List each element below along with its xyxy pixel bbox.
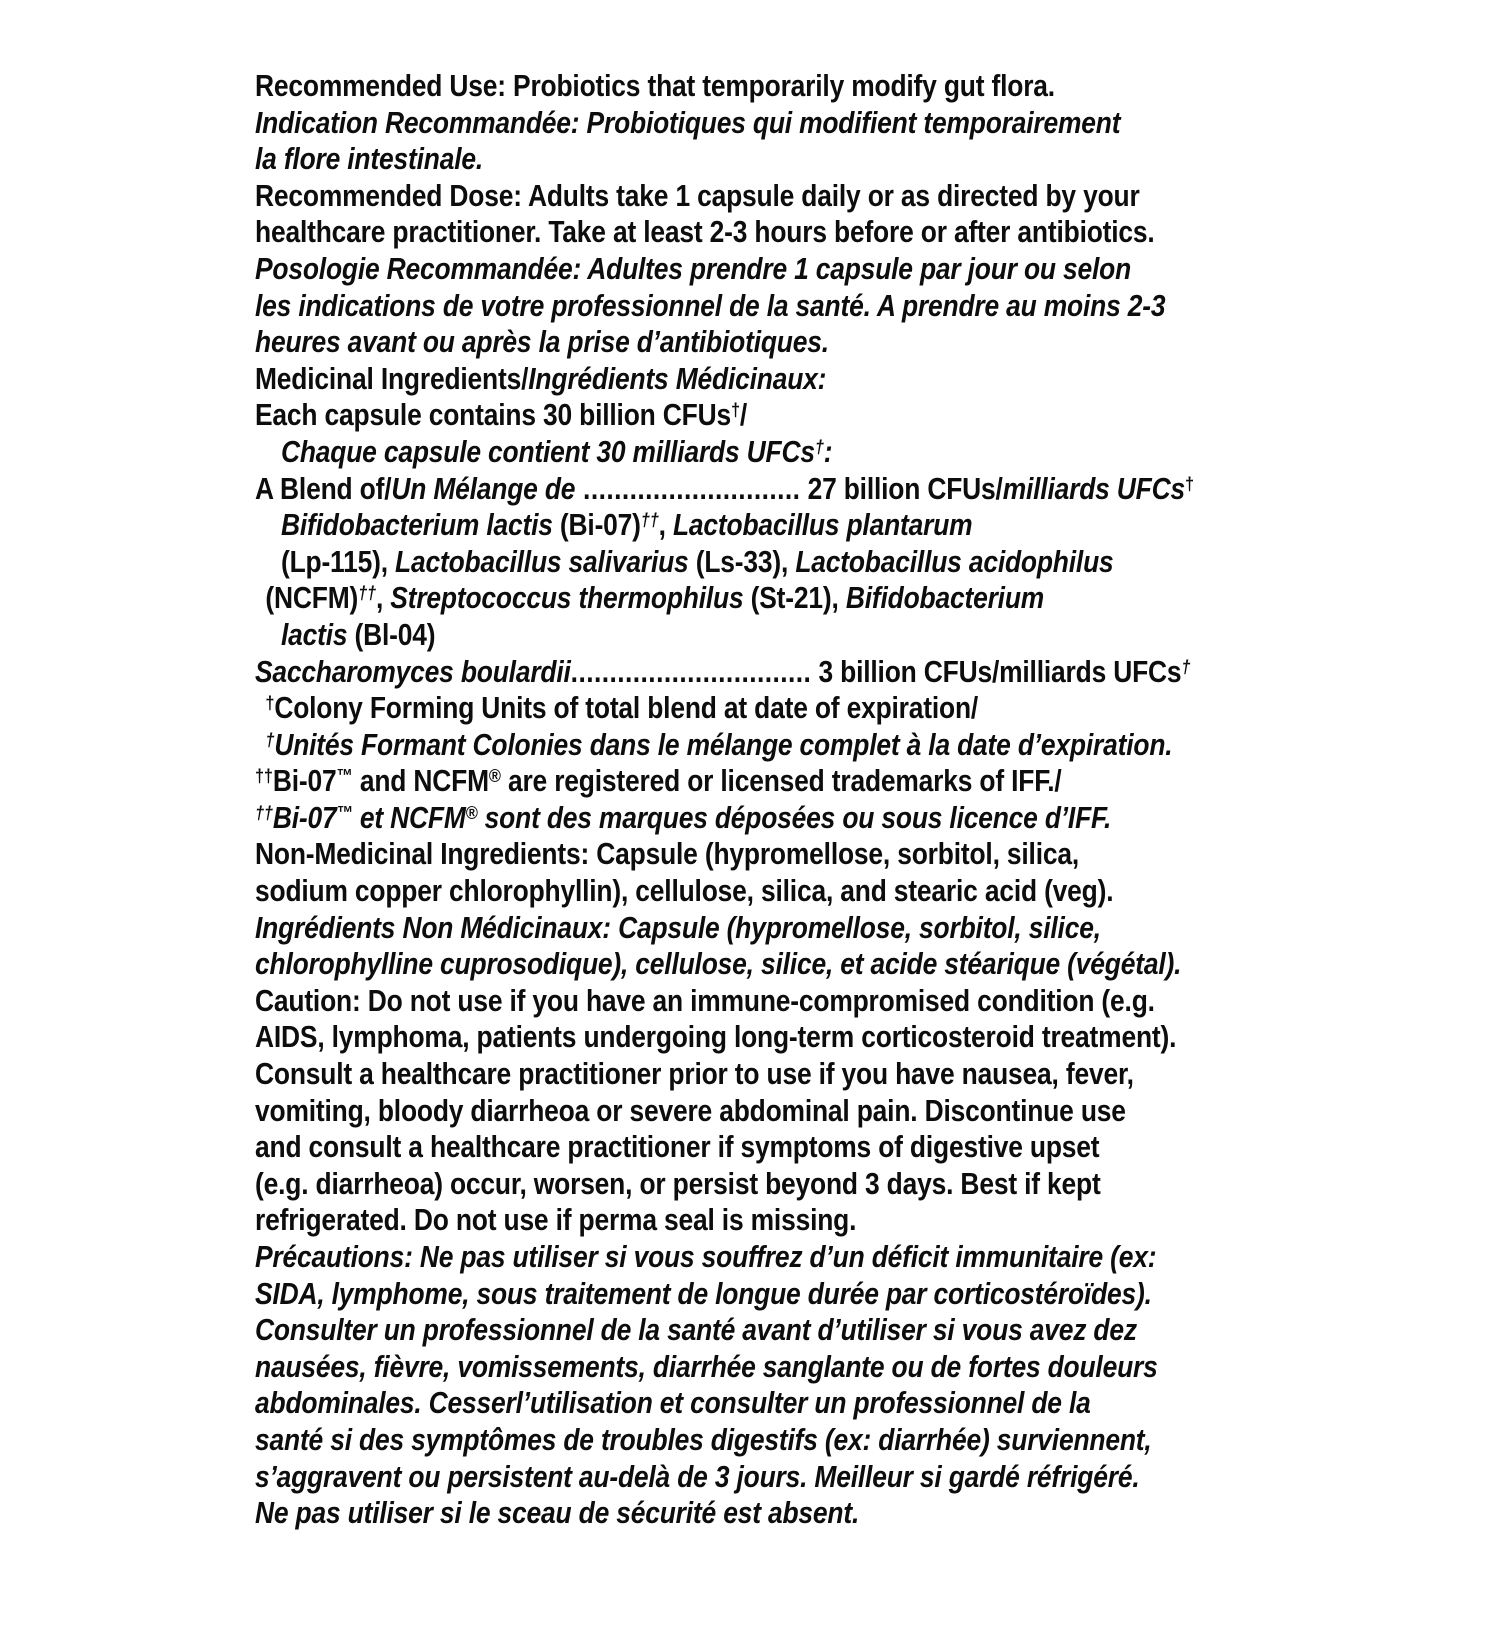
label-line (255, 397, 1077, 434)
body-text: Bi-07 (272, 764, 337, 799)
section-heading: Non-Medicinal Ingredients: (255, 837, 590, 872)
label-line (255, 1129, 1100, 1166)
label-section-caution (255, 983, 1205, 1239)
italic-term: lactis (280, 617, 348, 652)
upright-term: , (658, 508, 673, 543)
body-text: et NCFM (352, 800, 466, 835)
body-text: les indications de votre professionnel de la santé. A prendre au moins 2-3 (255, 288, 1166, 323)
upright-term: 3 billion CFUs/milliards UFCs (811, 654, 1182, 689)
body-text: Colony Forming Units of total blend at date of expiration/ (274, 691, 979, 726)
body-text: A Blend of/ (255, 471, 392, 506)
label-line (255, 800, 1112, 837)
footnote-marker: † (265, 729, 275, 751)
label-line (255, 727, 1173, 764)
label-line (255, 288, 1166, 325)
footnote-marker: † (814, 436, 824, 458)
body-text: Adults take 1 capsule daily or as directed by your (521, 178, 1140, 213)
footnote-marker: †† (255, 766, 273, 788)
label-line (255, 617, 1077, 654)
label-section-precautions (255, 1239, 1205, 1532)
label-line (255, 178, 1140, 215)
body-text: heures avant ou après la prise d’antibiotiques. (255, 325, 829, 360)
italic-term: Lactobacillus plantarum (672, 508, 973, 543)
body-text: Ne pas utiliser si vous souffrez d’un déficit immunitaire (ex: (412, 1240, 1157, 1274)
body-text: and consult a healthcare practitioner if symptoms of digestive upset (255, 1130, 1100, 1165)
section-heading-fr: Indication Recommandée: (255, 105, 580, 140)
italic-term: Bifidobacterium (845, 581, 1045, 616)
italic-term: Streptococcus thermophilus (390, 581, 744, 616)
label-line (255, 544, 1114, 581)
label-line (255, 873, 1114, 910)
section-heading-fr: Ingrédients Non Médicinaux: (255, 910, 611, 945)
label-line (255, 983, 1155, 1020)
label-line (255, 1312, 1137, 1349)
italic-term: Bifidobacterium lactis (280, 508, 553, 543)
body-text: and NCFM (352, 764, 489, 799)
section-heading: Medicinal Ingredients/ (255, 361, 529, 396)
footnote-marker: ® (465, 802, 478, 824)
body-text: healthcare practitioner. Take at least 2-3 hours before or after antibiotics. (255, 215, 1155, 250)
section-heading: Recommended Dose: (255, 178, 522, 213)
body-text: 27 billion CFUs/ (800, 471, 1003, 506)
label-line (255, 471, 1194, 508)
label-line (255, 1093, 1126, 1130)
label-line (255, 1495, 1077, 1532)
body-text: Bi-07 (272, 800, 337, 835)
label-line (255, 910, 1101, 947)
leader-dots: ............................... (570, 654, 812, 689)
label-line (255, 1056, 1134, 1093)
footnote-marker: ™ (336, 766, 353, 788)
upright-term: (Ls-33), (688, 544, 796, 579)
label-line (255, 1385, 1091, 1422)
label-section-non-medicinal-ingredients (255, 836, 1205, 982)
label-line (255, 507, 1077, 544)
italic-term: Saccharomyces boulardii (255, 654, 571, 689)
label-line (255, 1422, 1152, 1459)
body-text: chlorophylline cuprosodique), cellulose, silice, et acide stéarique (végétal). (255, 947, 1182, 982)
upright-term: (Bi-07) (552, 508, 641, 543)
body-text: Adultes prendre 1 capsule par jour ou selon (581, 251, 1132, 286)
body-text: Ne pas utiliser si le sceau de sécurité est absent. (255, 1496, 860, 1531)
body-text: abdominales. Cesserl’utilisation et consulter un professionnel de la (255, 1386, 1091, 1421)
leader-dots: ............................ (575, 471, 801, 506)
body-text: (e.g. diarrheoa) occur, worsen, or persist beyond 3 days. Best if kept (255, 1166, 1101, 1201)
body-text: SIDA, lymphome, sous traitement de longue durée par corticostéroïdes). (255, 1276, 1152, 1311)
body-text: Each capsule contains 30 billion CFUs (255, 398, 731, 433)
label-line (255, 434, 1077, 471)
upright-term: (Bl-04) (347, 617, 436, 652)
body-text: AIDS, lymphoma, patients undergoing long-term corticosteroid treatment). (255, 1020, 1177, 1055)
upright-term: (Lp-115), (280, 544, 396, 579)
footnote-marker: †† (358, 583, 376, 605)
italic-term: Un Mélange de (391, 471, 576, 506)
label-line (255, 214, 1155, 251)
body-text: santé si des symptômes de troubles digestifs (ex: diarrhée) surviennent, (255, 1422, 1152, 1457)
footnote-marker: † (265, 693, 275, 715)
upright-term: (NCFM) (265, 581, 359, 616)
label-line (255, 690, 1077, 727)
label-line (255, 1459, 1140, 1496)
label-line (255, 1019, 1177, 1056)
body-text: Chaque capsule contient 30 milliards UFCs (280, 434, 815, 469)
body-text: refrigerated. Do not use if perma seal is missing. (255, 1203, 857, 1238)
body-text: sont des marques déposées ou sous licence d’IFF. (477, 800, 1112, 835)
label-line (255, 580, 1077, 617)
label-section-medicinal-ingredients (255, 361, 1205, 690)
section-heading-fr: Précautions: (255, 1240, 413, 1274)
label-line (255, 1276, 1152, 1313)
footnote-marker: †† (640, 510, 659, 532)
label-line (255, 1166, 1101, 1203)
label-line (255, 1239, 1157, 1276)
label-section-recommended-use (255, 68, 1205, 178)
label-line (255, 141, 1077, 178)
italic-term: Lactobacillus acidophilus (795, 544, 1114, 579)
footnote-marker: † (1181, 656, 1191, 678)
body-text: Unités Formant Colonies dans le mélange complet à la date d’expiration. (274, 727, 1173, 762)
label-line (255, 324, 1077, 361)
body-text: Probiotiques qui modifient temporairement (579, 105, 1121, 140)
label-line (255, 68, 1077, 105)
footnote-marker: ® (488, 766, 501, 788)
label-section-recommended-dose (255, 178, 1205, 361)
label-line (255, 763, 1077, 800)
body-text: nausées, fièvre, vomissements, diarrhée sanglante ou de fortes douleurs (255, 1349, 1158, 1384)
body-text: la flore intestinale. (255, 142, 484, 177)
body-text: Capsule (hypromellose, sorbitol, silica, (589, 837, 1080, 872)
label-line (255, 1202, 1077, 1239)
label-line (255, 251, 1132, 288)
section-heading-fr: Ingrédients Médicinaux: (528, 361, 827, 396)
italic-term: milliards UFCs (1002, 471, 1186, 506)
body-text: s’aggravent ou persistent au-delà de 3 jours. Meilleur si gardé réfrigéré. (255, 1459, 1140, 1494)
body-text: Probiotics that temporarily modify gut flora. (505, 69, 1055, 103)
body-text: / (739, 398, 748, 433)
footnote-marker: † (1185, 473, 1194, 495)
label-line (255, 361, 1077, 398)
label-line (255, 654, 1191, 691)
body-text: sodium copper chlorophyllin), cellulose, silica, and stearic acid (veg). (255, 874, 1114, 909)
footnote-marker: ™ (336, 802, 353, 824)
footnote-marker: †† (255, 802, 273, 824)
upright-term: (St-21), (743, 581, 846, 616)
body-text: Do not use if you have an immune-compromised condition (e.g. (360, 983, 1155, 1018)
body-text: Consult a healthcare practitioner prior to use if you have nausea, fever, (255, 1057, 1134, 1092)
body-text: : (823, 434, 833, 469)
label-line (255, 105, 1121, 142)
italic-term: Lactobacillus salivarius (395, 544, 689, 579)
body-text: Capsule (hypromellose, sorbitol, silice, (610, 910, 1101, 945)
label-line (255, 836, 1080, 873)
supplement-label-panel (255, 68, 1205, 1532)
body-text: Consulter un professionnel de la santé avant d’utiliser si vous avez dez (255, 1313, 1137, 1348)
footnote-marker: † (730, 400, 740, 422)
body-text: are registered or licensed trademarks of IFF./ (500, 764, 1062, 799)
section-heading-fr: Posologie Recommandée: (255, 251, 582, 286)
section-heading: Caution: (255, 983, 361, 1018)
label-section-footnotes (255, 690, 1205, 836)
label-line (255, 1349, 1158, 1386)
upright-term: , (375, 581, 391, 616)
section-heading: Recommended Use: (255, 69, 506, 103)
body-text: vomiting, bloody diarrheoa or severe abdominal pain. Discontinue use (255, 1093, 1126, 1128)
label-line (255, 946, 1182, 983)
